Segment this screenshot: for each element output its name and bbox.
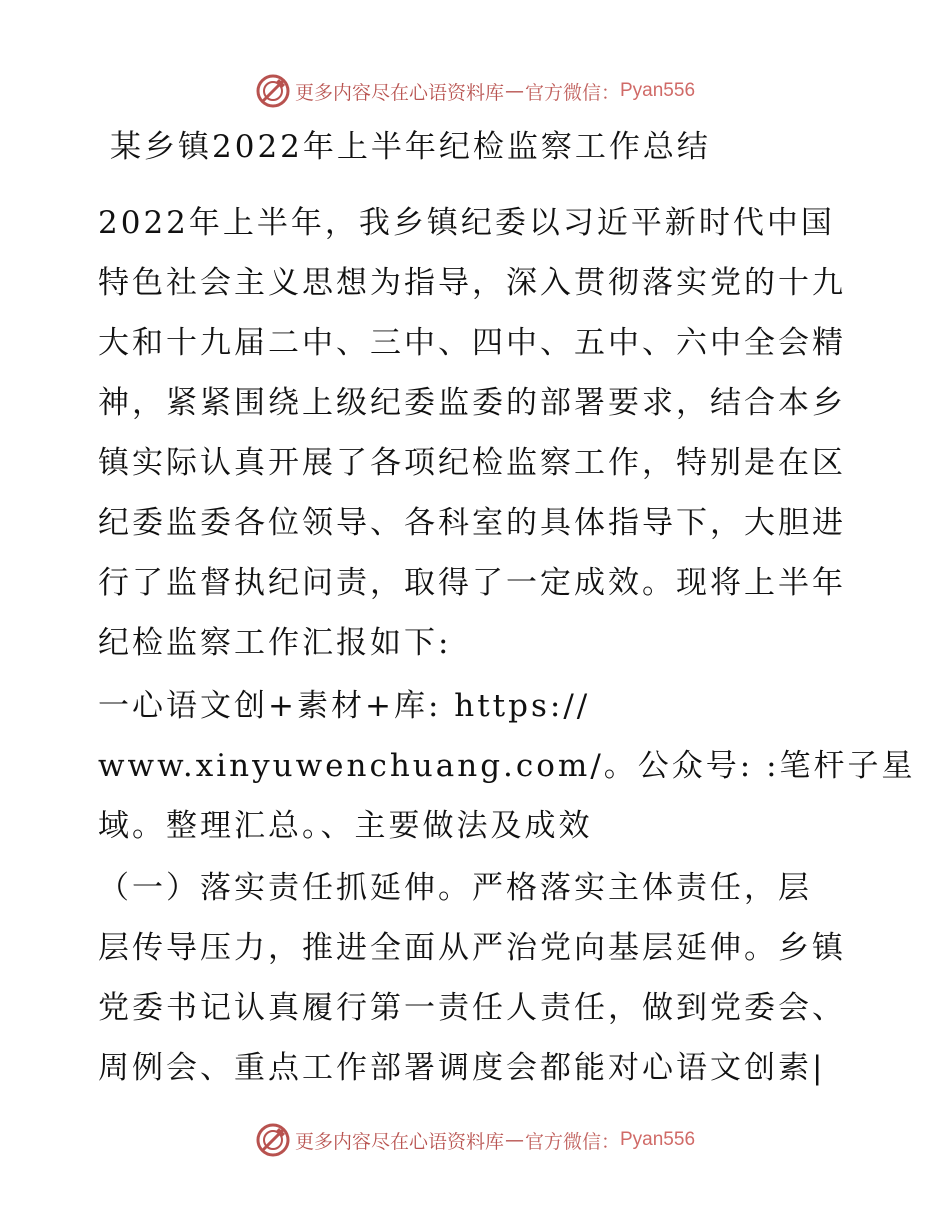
text-line: www.xinyuwenchuang.com/。公众号: :笔杆子星 [98, 748, 916, 784]
text-line: 一心语文创+素材+库: https:// [98, 688, 591, 724]
paragraph-intro [98, 193, 858, 673]
text-line: （一）落实责任抓延伸。严格落实主体责任，层 [98, 870, 812, 906]
footer-watermark-banner [0, 1120, 950, 1160]
text-line: 域。整理汇总。、主要做法及成效 [98, 808, 593, 844]
banner-wechat-label: 官方微信： [524, 1130, 620, 1153]
text-line: 纪检监察工作汇报如下: [98, 625, 452, 661]
banner-site-text: 更多内容尽在心语资料库 [294, 1130, 504, 1153]
text-line: 行了监督执纪问责，取得了一定成效。现将上半年 [98, 565, 846, 601]
banner-wechat-label: 官方微信： [524, 81, 620, 104]
paragraph-source-note [98, 676, 916, 856]
text-line: 纪委监委各位领导、各科室的具体指导下，大胆进 [98, 505, 846, 541]
banner-site-text: 更多内容尽在心语资料库 [294, 81, 504, 104]
text-line: 层传导压力，推进全面从严治党向基层延伸。乡镇 [98, 930, 846, 966]
text-line: 党委书记认真履行第一责任人责任，做到党委会、 [98, 990, 846, 1026]
text-line: 2022年上半年，我乡镇纪委以习近平新时代中国 [98, 205, 835, 241]
text-line: 神，紧紧围绕上级纪委监委的部署要求，结合本乡 [98, 385, 846, 421]
banner-dash: — [504, 1129, 524, 1151]
banner-wechat-id: Pyan556 [620, 80, 696, 101]
header-watermark-banner [0, 71, 950, 111]
seal-logo-icon [255, 1122, 291, 1158]
banner-wechat-id: Pyan556 [620, 1129, 696, 1150]
text-line: 周例会、重点工作部署调度会都能对心语文创素| [98, 1050, 826, 1086]
banner-dash: — [504, 80, 524, 102]
paragraph-section-one [98, 858, 858, 1098]
document-title: 某乡镇2022年上半年纪检监察工作总结 [110, 129, 711, 165]
text-line: 大和十九届二中、三中、四中、五中、六中全会精 [98, 325, 846, 361]
seal-logo-icon [255, 73, 291, 109]
text-line: 特色社会主义思想为指导，深入贯彻落实党的十九 [98, 265, 846, 301]
text-line: 镇实际认真开展了各项纪检监察工作，特别是在区 [98, 445, 846, 481]
